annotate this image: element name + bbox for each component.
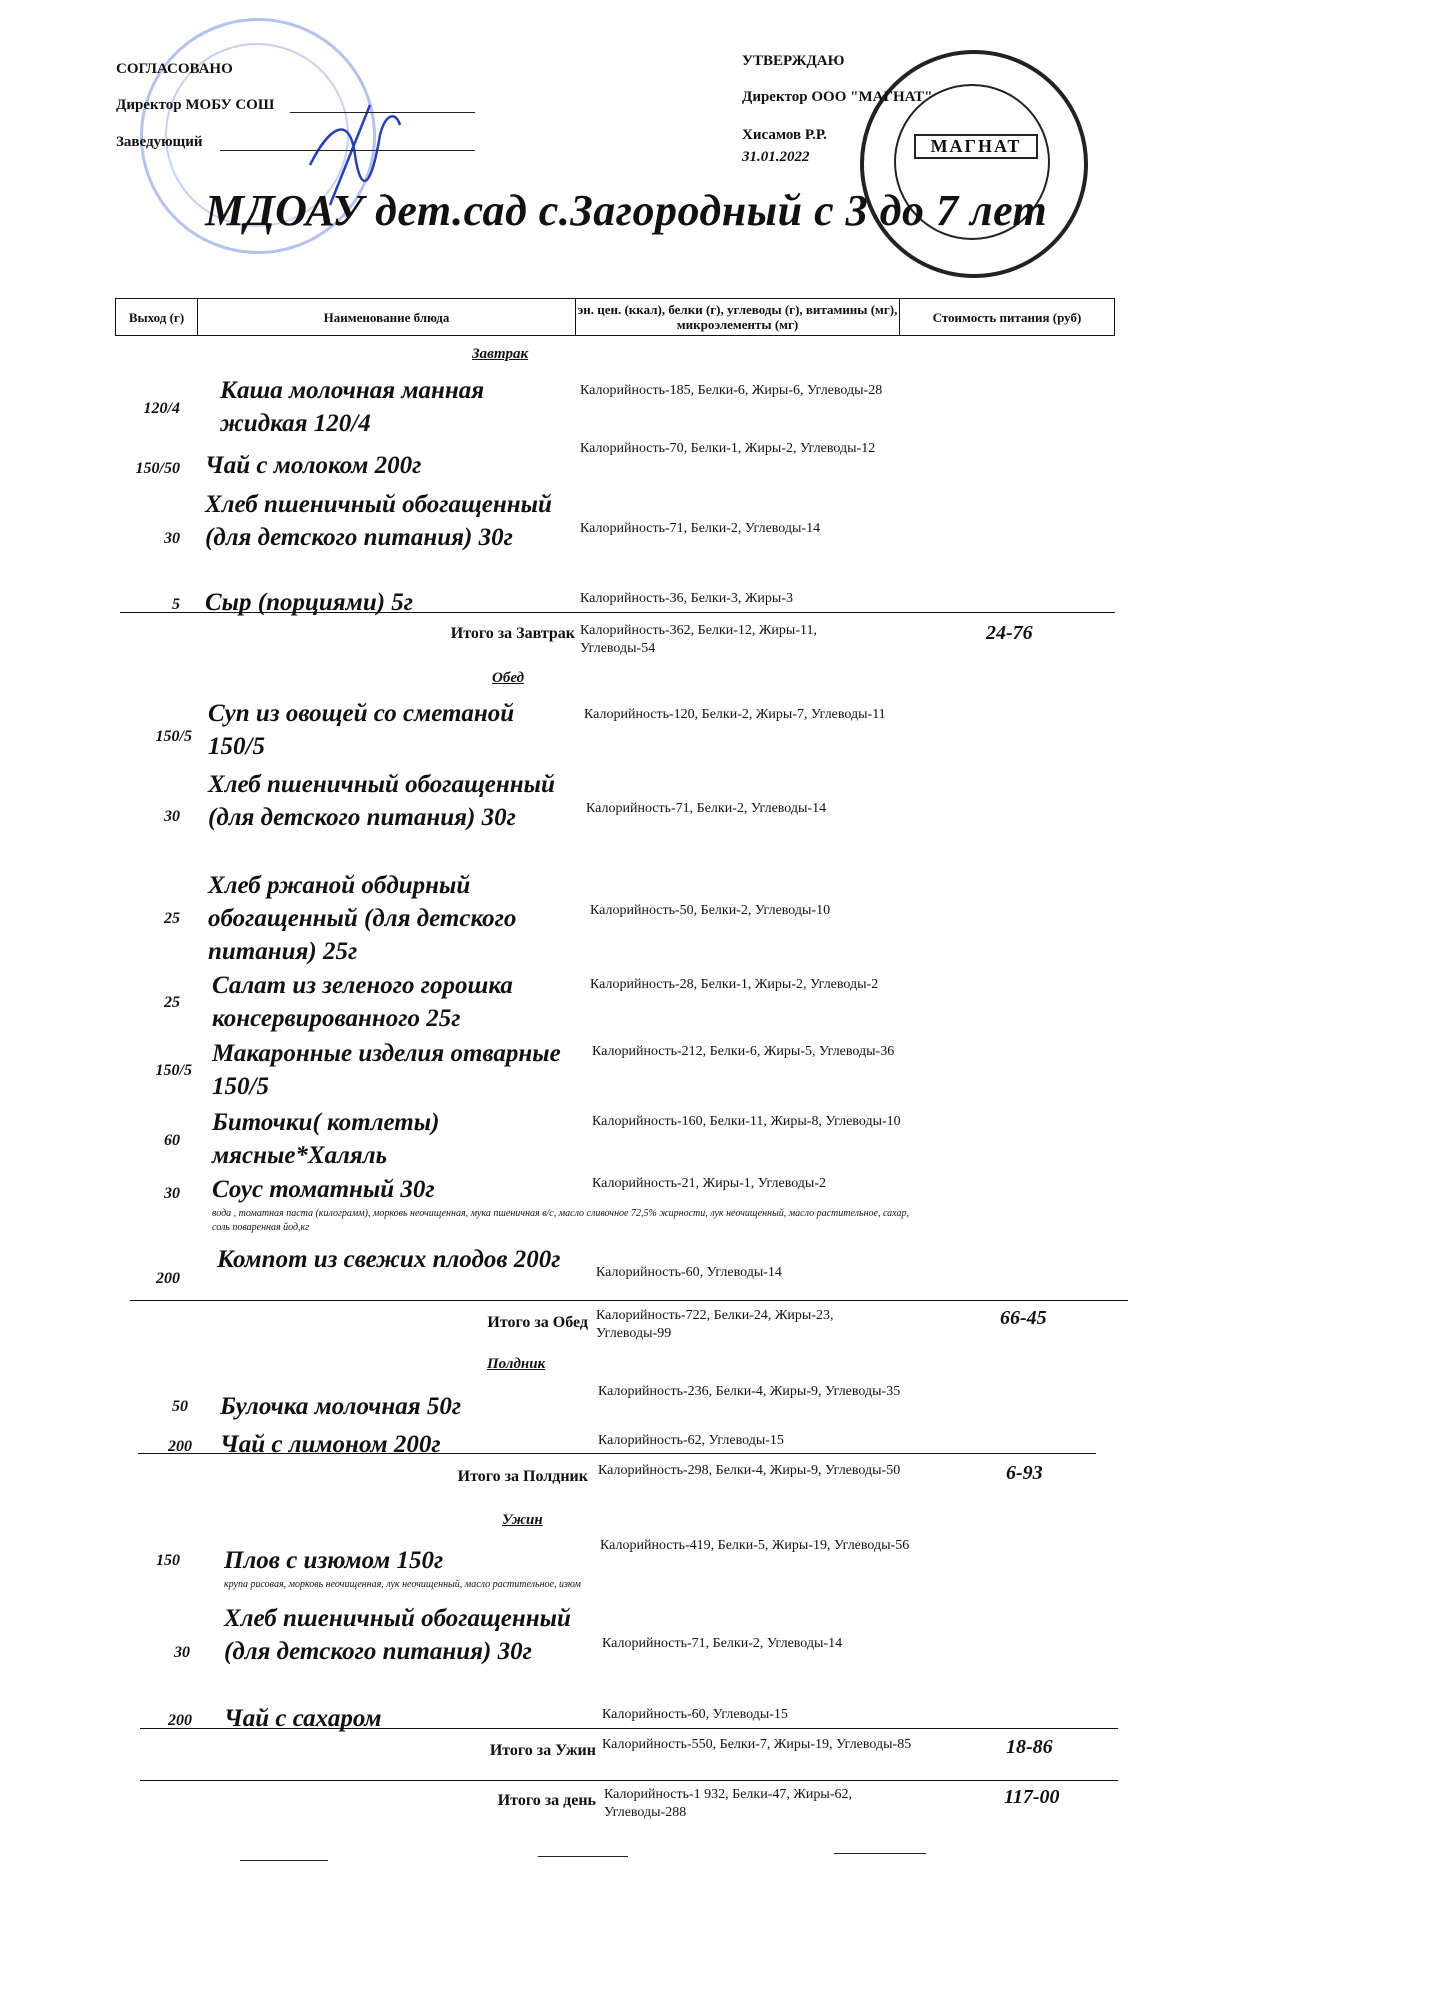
header-nutrition: эн. цен. (ккал), белки (г), углеводы (г), витамины (мг), микроэлементы (мг) xyxy=(576,299,900,335)
approval-right-name: Хисамов Р.Р. xyxy=(742,127,827,143)
item-dish: Хлеб пшеничный обогащенный (для детского питания) 30г xyxy=(205,491,552,551)
item-nutrition: Калорийность-160, Белки-11, Жиры-8, Углеводы-10 xyxy=(592,1114,901,1129)
item-dish: Хлеб ржаной обдирный обогащенный (для детского питания) 25г xyxy=(208,872,517,965)
item-nutrition: Калорийность-70, Белки-1, Жиры-2, Углеводы-12 xyxy=(580,441,876,456)
total-label: Итого за Обед xyxy=(487,1314,588,1331)
approval-right-date: 31.01.2022 xyxy=(742,149,810,165)
item-output: 150/50 xyxy=(135,460,180,477)
item-output: 150/5 xyxy=(155,1062,192,1079)
stamp-logo: МАГНАТ xyxy=(914,134,1038,159)
total-rule xyxy=(138,1453,1096,1454)
item-nutrition: Калорийность-71, Белки-2, Углеводы-14 xyxy=(580,521,821,536)
item-dish: Хлеб пшеничный обогащенный (для детского питания) 30г xyxy=(208,771,555,831)
item-dish: Сыр (порциями) 5г xyxy=(205,589,414,616)
item-nutrition: Калорийность-419, Белки-5, Жиры-19, Углеводы-56 xyxy=(600,1538,910,1553)
total-nutrition: Калорийность-298, Белки-4, Жиры-9, Углеводы-50 xyxy=(598,1463,901,1478)
section-breakfast: Завтрак xyxy=(472,346,529,362)
sign-line xyxy=(240,1860,328,1861)
item-nutrition: Калорийность-60, Углеводы-15 xyxy=(602,1707,788,1722)
company-stamp xyxy=(860,50,1088,278)
item-nutrition: Калорийность-120, Белки-2, Жиры-7, Углеводы-11 xyxy=(584,707,886,722)
approval-left-head: Заведующий xyxy=(116,134,203,150)
total-cost: 66-45 xyxy=(1000,1307,1047,1329)
day-total-label: Итого за день xyxy=(497,1792,596,1809)
total-cost: 6-93 xyxy=(1006,1462,1043,1484)
total-nutrition: Калорийность-722, Белки-24, Жиры-23, Углеводы-99 xyxy=(596,1308,834,1341)
total-cost: 24-76 xyxy=(986,622,1033,644)
item-output: 200 xyxy=(168,1438,192,1455)
item-output: 150 xyxy=(156,1552,180,1569)
section-snack: Полдник xyxy=(487,1356,546,1372)
item-nutrition: Калорийность-60, Углеводы-14 xyxy=(596,1265,782,1280)
item-dish: Суп из овощей со сметаной 150/5 xyxy=(208,700,515,760)
item-output: 5 xyxy=(172,596,180,613)
page-title: МДОАУ дет.сад с.Загородный с 3 до 7 лет xyxy=(205,186,1048,235)
item-dish: Плов с изюмом 150г xyxy=(224,1547,444,1574)
total-label: Итого за Завтрак xyxy=(450,625,575,642)
day-total-rule xyxy=(140,1780,1118,1781)
item-ingredients: крупа рисовая, морковь неочищенная, лук неочищенный, масло растительное, изюм xyxy=(224,1579,581,1590)
item-nutrition: Калорийность-36, Белки-3, Жиры-3 xyxy=(580,591,793,606)
sign-line xyxy=(220,150,475,151)
total-cost: 18-86 xyxy=(1006,1736,1053,1758)
sign-line xyxy=(538,1856,628,1857)
item-output: 30 xyxy=(174,1644,190,1661)
item-output: 25 xyxy=(164,994,180,1011)
item-nutrition: Калорийность-236, Белки-4, Жиры-9, Углеводы-35 xyxy=(598,1384,901,1399)
item-output: 200 xyxy=(168,1712,192,1729)
section-dinner: Ужин xyxy=(502,1512,543,1528)
item-nutrition: Калорийность-62, Углеводы-15 xyxy=(598,1433,784,1448)
item-dish: Биточки( котлеты) мясные*Халяль xyxy=(212,1109,440,1169)
item-output: 200 xyxy=(156,1270,180,1287)
item-dish: Чай с лимоном 200г xyxy=(220,1431,441,1458)
item-output: 30 xyxy=(164,1185,180,1202)
approval-left-director: Директор МОБУ СОШ xyxy=(116,97,275,113)
item-dish: Чай с молоком 200г xyxy=(205,452,422,479)
item-nutrition: Калорийность-50, Белки-2, Углеводы-10 xyxy=(590,903,831,918)
item-nutrition: Калорийность-28, Белки-1, Жиры-2, Углеводы-2 xyxy=(590,977,879,992)
item-nutrition: Калорийность-71, Белки-2, Углеводы-14 xyxy=(602,1636,843,1651)
approval-left-title: СОГЛАСОВАНО xyxy=(116,61,233,77)
item-output: 150/5 xyxy=(155,728,192,745)
item-nutrition: Калорийность-185, Белки-6, Жиры-6, Углеводы-28 xyxy=(580,383,883,398)
item-nutrition: Калорийность-71, Белки-2, Углеводы-14 xyxy=(586,801,827,816)
day-total-nutrition: Калорийность-1 932, Белки-47, Жиры-62, Углеводы-288 xyxy=(604,1787,852,1820)
item-dish: Салат из зеленого горошка консервированного 25г xyxy=(212,972,513,1032)
total-rule xyxy=(130,1300,1128,1301)
sign-line xyxy=(290,112,475,113)
approval-right-director: Директор ООО "МАГНАТ" xyxy=(742,89,933,105)
item-nutrition: Калорийность-212, Белки-6, Жиры-5, Углеводы-36 xyxy=(592,1044,895,1059)
total-rule xyxy=(140,1728,1118,1729)
item-output: 50 xyxy=(172,1398,188,1415)
section-lunch: Обед xyxy=(492,670,525,686)
sign-line xyxy=(834,1853,926,1854)
item-ingredients: вода , томатная паста (килограмм), морковь неочищенная, мука пшеничная в/с, масло сливочное 72,5% жирности, лук неочищенный, масло растительное, сахар, соль поваренная йод,кг xyxy=(212,1208,909,1233)
item-nutrition: Калорийность-21, Жиры-1, Углеводы-2 xyxy=(592,1176,827,1191)
table-header xyxy=(115,298,1115,336)
item-dish: Соус томатный 30г xyxy=(212,1176,435,1203)
item-output: 30 xyxy=(164,808,180,825)
item-dish: Компот из свежих плодов 200г xyxy=(217,1246,561,1273)
header-cost: Стоимость питания (руб) xyxy=(932,309,1082,325)
total-nutrition: Калорийность-550, Белки-7, Жиры-19, Углеводы-85 xyxy=(602,1737,912,1752)
header-output: Выход (г) xyxy=(116,299,198,335)
item-output: 60 xyxy=(164,1132,180,1149)
total-rule xyxy=(120,612,1115,613)
total-label: Итого за Ужин xyxy=(489,1742,596,1759)
item-dish: Булочка молочная 50г xyxy=(220,1393,462,1420)
item-output: 30 xyxy=(164,530,180,547)
item-dish: Хлеб пшеничный обогащенный (для детского питания) 30г xyxy=(224,1605,571,1665)
day-total-cost: 117-00 xyxy=(1004,1786,1060,1808)
item-dish: Чай с сахаром xyxy=(224,1705,382,1732)
item-dish: Каша молочная манная жидкая 120/4 xyxy=(220,377,485,437)
item-output: 25 xyxy=(164,910,180,927)
total-label: Итого за Полдник xyxy=(457,1468,588,1485)
item-dish: Макаронные изделия отварные 150/5 xyxy=(212,1040,561,1100)
approval-right-title: УТВЕРЖДАЮ xyxy=(742,53,845,69)
item-output: 120/4 xyxy=(143,400,180,417)
header-dish: Наименование блюда xyxy=(198,299,576,335)
total-nutrition: Калорийность-362, Белки-12, Жиры-11, Углеводы-54 xyxy=(580,623,817,656)
